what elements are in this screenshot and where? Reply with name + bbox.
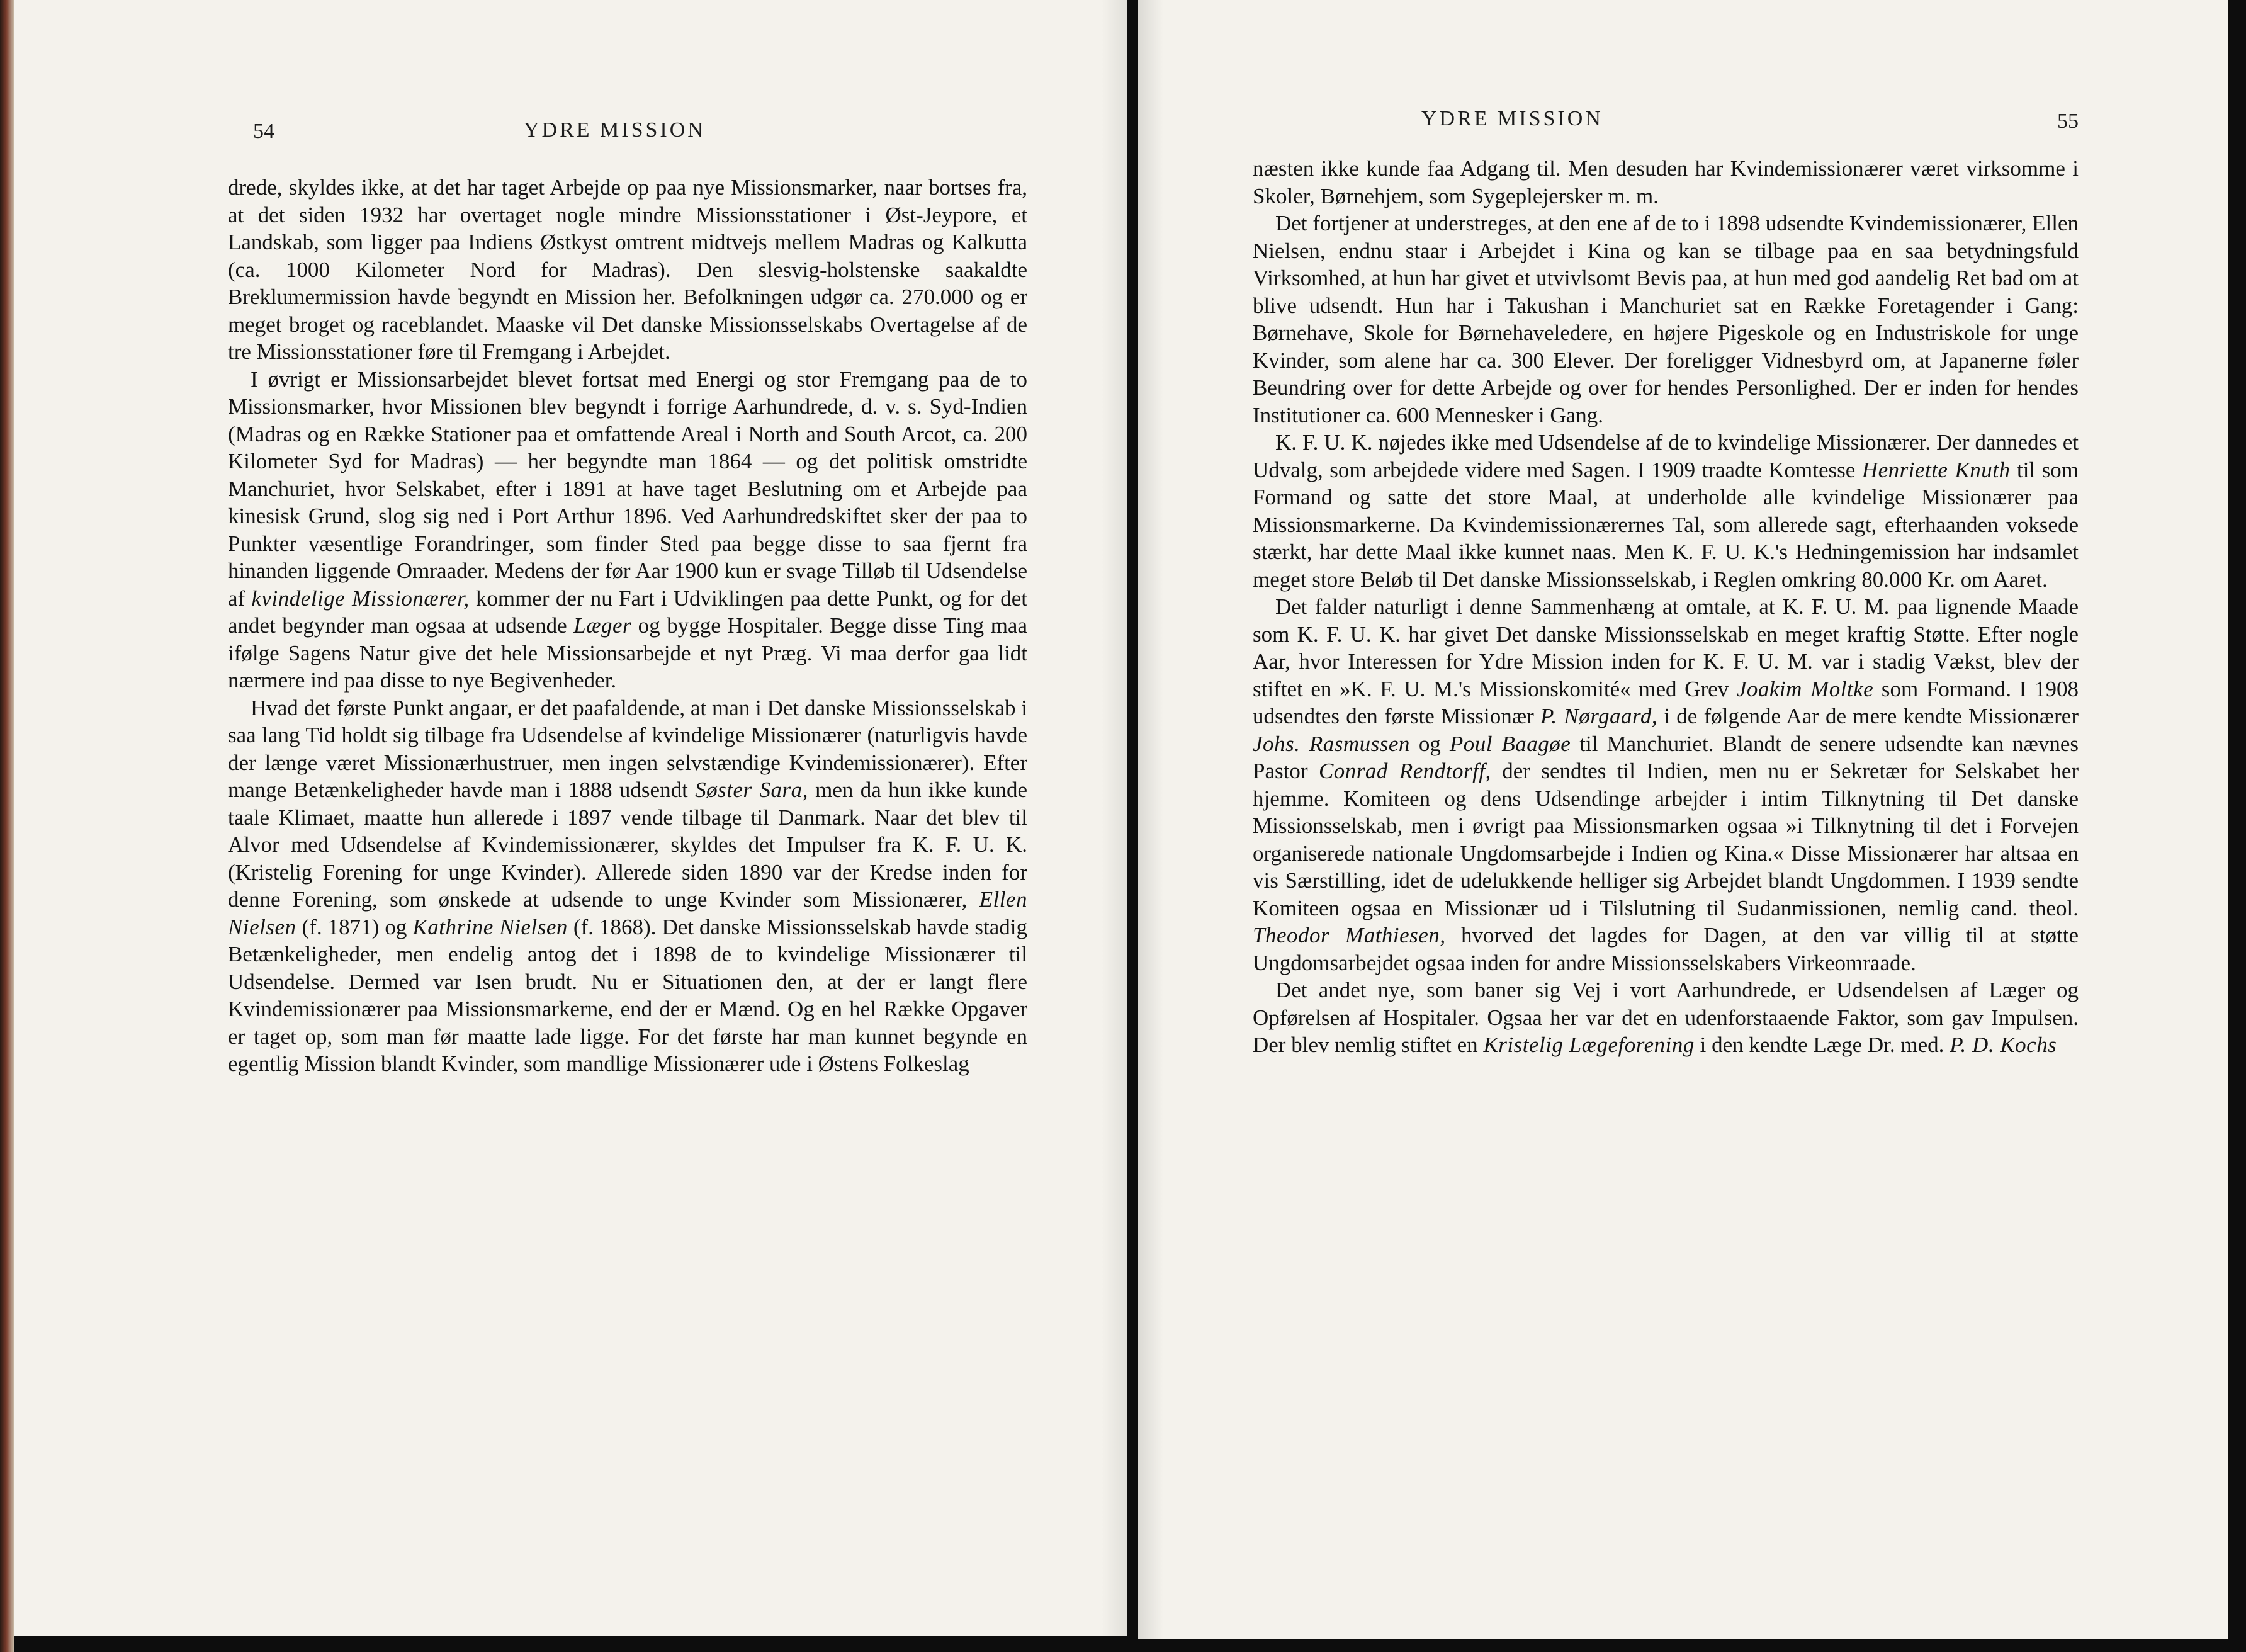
page-number: 55	[2057, 110, 2079, 133]
running-head-title: YDRE MISSION	[1421, 107, 1603, 130]
text-segment: næsten ikke kunde faa Adgang til. Men desuden har Kvindemissionærer været virksomme i Skoler, Børnehjem, som Sygeplejersker m. m.	[1253, 156, 2079, 208]
running-head-title: YDRE MISSION	[524, 118, 706, 142]
text-segment: K. F. U. K. nøjedes ikke med Udsendelse af de to kvindelige Missionærer. Der dannedes et Udvalg, som arbejdede videre med Sagen. I 1909 traadte Komtesse	[1253, 430, 2079, 482]
paragraph	[228, 366, 1027, 694]
text-segment: i de følgende Aar de mere kendte Missionærer	[1657, 704, 2079, 728]
text-segment: hvorved det lagdes for Dagen, at den var villig til at støtte Ungdomsarbejdet ogsaa inden for andre Missionsselskabers Virkeomraade.	[1253, 923, 2079, 975]
running-head	[228, 112, 1027, 150]
paragraph	[1253, 593, 2079, 976]
body-text	[1253, 155, 2079, 1059]
italic-name-text: Joakim Moltke	[1736, 676, 1874, 701]
text-segment: som Formand. I 1908 udsendtes den første Missionær	[1253, 676, 2079, 728]
text-segment: (f. 1871) og	[296, 914, 413, 939]
paragraph	[1253, 210, 2079, 429]
italic-name-text: P. Nørgaard,	[1540, 704, 1658, 728]
italic-name-text: Theodor Mathiesen,	[1253, 923, 1446, 948]
running-head	[1253, 107, 2079, 145]
italic-name-text: Søster Sara,	[695, 778, 808, 802]
italic-name-text: Kristelig Lægeforening	[1483, 1032, 1695, 1057]
text-segment: og	[1409, 731, 1450, 756]
text-segment: og bygge Hospitaler. Begge disse Ting maa ifølge Sagens Natur give det hele Missionsarbejde et nyt Præg. Vi maa derfor gaa lidt nærmere ind paa disse to nye Begivenheder.	[228, 613, 1027, 693]
text-segment: men da hun ikke kunde taale Klimaet, maatte hun allerede i 1897 vende tilbage til Danmark. Naar det blev til Alvor med Udsendelse af Kvindemissionærer, skyldes det Impulser fra K. F. U. K. (Kristelig Forening for unge Kvinder). Allerede siden 1890 var der Kredse inden for denne Forening, som ønskede at udsende to unge Kvinder som Missionærer,	[228, 778, 1028, 912]
text-segment: der sendtes til Indien, men nu er Sekretær for Selskabet her hjemme. Komiteen og dens Udsendinge arbejder i intim Tilknytning til Det danske Missionsselskab, men i øvrigt paa Missionsmarken ogsaa »i Tilknytning til det i Forvejen organiserede nationale Ungdomsarbejde i Indien og Kina.« Disse Missionærer har altsaa en vis Særstilling, idet de udelukkende helliger sig Arbejdet blandt Ungdommen. I 1939 sendte Komiteen ogsaa en Missionær ud i Tilslutning til Sudanmissionen, nemlig cand. theol.	[1253, 759, 2079, 920]
gutter-shadow	[1102, 0, 1127, 1636]
paragraph	[228, 694, 1027, 1078]
italic-name-text: P. D. Kochs	[1950, 1032, 2057, 1057]
italic-name-text: Poul Baagøe	[1449, 731, 1571, 756]
text-segment: til som Formand og satte det store Maal, at underholde alle kvindelige Missionærer paa Missionsmarkerne. Da Kvindemissionærernes Tal, som allerede sagt, efterhaanden voksede stærkt, har dette Maal ikke kunnet naas. Men K. F. U. K.'s Hedningemission har indsamlet meget store Beløb til Det danske Missionsselskab, i Reglen omkring 80.000 Kr. om Aaret.	[1253, 457, 2079, 592]
italic-name-text: Kathrine Nielsen	[412, 914, 568, 939]
italic-name-text: kvindelige Missionærer,	[251, 586, 470, 611]
text-segment: i den kendte Læge Dr. med.	[1694, 1032, 1950, 1057]
text-segment: I øvrigt er Missionsarbejdet blevet fortsat med Energi og stor Fremgang paa de to Missionsmarker, hvor Missionen blev begyndt i forrige Aarhundrede, d. v. s. Syd-Indien (Madras og en Række Stationer paa et omfattende Areal i North and South Arcot, ca. 200 Kilometer Syd for Madras) — her begyndte man 1864 — og det politisk omstridte Manchuriet, hvor Selskabet, efter i 1891 at have taget Beslutning om et Arbejde paa kinesisk Grund, slog sig ned i Port Arthur 1896. Ved Aarhundredskiftet sker der paa to Punkter væsentlige Forandringer, som finder Sted paa begge disse to saa fjernt fra hinanden liggende Omraader. Medens der før Aar 1900 kun er svage Tilløb til Udsendelse af	[228, 366, 1027, 611]
text-segment: drede, skyldes ikke, at det har taget Arbejde op paa nye Missionsmarker, naar bortses fra, at det siden 1932 har overtaget nogle mindre Missionsstationer i Øst-Jeypore, et Landskab, som ligger paa Indiens Østkyst omtrent midtvejs mellem Madras og Kalkutta (ca. 1000 Kilometer Nord for Madras). Den slesvig-holstenske saakaldte Breklumermission havde begyndt en Mission her. Befolkningen udgør ca. 270.000 og er meget broget og raceblandet. Maaske vil Det danske Missionsselskabs Overtagelse af de tre Missionsstationer føre til Fremgang i Arbejdet.	[228, 175, 1027, 364]
italic-name-text: Conrad Rendtorff,	[1318, 759, 1491, 783]
left-page	[14, 0, 1127, 1636]
paragraph	[228, 174, 1027, 366]
text-segment: Det fortjener at understreges, at den ene af de to i 1898 udsendte Kvindemissionærer, Ellen Nielsen, endnu staar i Arbejdet i Kina og kan se tilbage paa en saa betydningsfuld Virksomhed, at hun har givet et utvivlsomt Bevis paa, at hun med god aandelig Ret bad om at blive udsendt. Hun har i Takushan i Manchuriet sat en Række Foretagender i Gang: Børnehave, Skole for Børnehaveledere, en højere Pigeskole og en Industriskole for unge Kvinder, som alene har ca. 300 Elever. Der foreligger Vidnesbyrd om, at Japanerne føler Beundring over for dette Arbejde og over for hendes Personlighed. Der er inden for hendes Institutioner ca. 600 Mennesker i Gang.	[1253, 211, 2079, 427]
paragraph	[1253, 155, 2079, 210]
italic-name-text: Læger	[573, 613, 632, 638]
italic-name-text: Johs. Rasmussen	[1253, 731, 1410, 756]
text-segment: kommer der nu Fart i Udviklingen paa dette Punkt, og for det andet begynder man ogsaa at udsende	[228, 586, 1027, 638]
paragraph	[1253, 976, 2079, 1059]
text-segment: Det falder naturligt i denne Sammenhæng at omtale, at K. F. U. M. paa lignende Maade som K. F. U. K. har givet Det danske Missionsselskab en meget kraftig Støtte. Efter nogle Aar, hvor Interessen for Ydre Mission inden for K. F. U. M. var i stadig Vækst, blev der stiftet en »K. F. U. M.'s Missionskomité« med Grev	[1253, 594, 2079, 701]
paragraph	[1253, 429, 2079, 593]
body-text	[228, 174, 1027, 1078]
italic-name-text: Ellen Nielsen	[228, 887, 1027, 939]
page-number: 54	[253, 120, 274, 143]
book-spine-edge	[0, 0, 14, 1652]
text-segment: Det andet nye, som baner sig Vej i vort Aarhundrede, er Udsendelsen af Læger og Opførelsen af Hospitaler. Ogsaa her var det en udenforstaaende Faktor, som gav Impulsen. Der blev nemlig stiftet en	[1253, 978, 2079, 1057]
text-segment: Hvad det første Punkt angaar, er det paafaldende, at man i Det danske Missionsselskab i saa lang Tid holdt sig tilbage fra Udsendelse af kvindelige Missionærer (naturligvis havde der længe været Missionærhustruer, men ingen selvstændige Kvindemissionærer). Efter mange Betænkeligheder havde man i 1888 udsendt	[228, 695, 1027, 802]
gutter-shadow	[1138, 0, 1163, 1639]
text-segment: (f. 1868). Det danske Missionsselskab havde stadig Betænkeligheder, men endelig antog det i 1898 de to kvindelige Missionærer til Udsendelse. Dermed var Isen brudt. Nu er Situationen den, at der er langt flere Kvindemissionærer paa Missionsmarkerne, end der er Mænd. Og en hel Række Opgaver er taget op, som man før maatte lade ligge. For det første har man kunnet begynde en egentlig Mission blandt Kvinder, som mandlige Missionærer ude i Østens Folkeslag	[228, 914, 1027, 1076]
italic-name-text: Henriette Knuth	[1861, 457, 2011, 482]
right-page	[1138, 0, 2228, 1639]
text-segment: til Manchuriet. Blandt de senere udsendte kan nævnes Pastor	[1253, 731, 2079, 783]
